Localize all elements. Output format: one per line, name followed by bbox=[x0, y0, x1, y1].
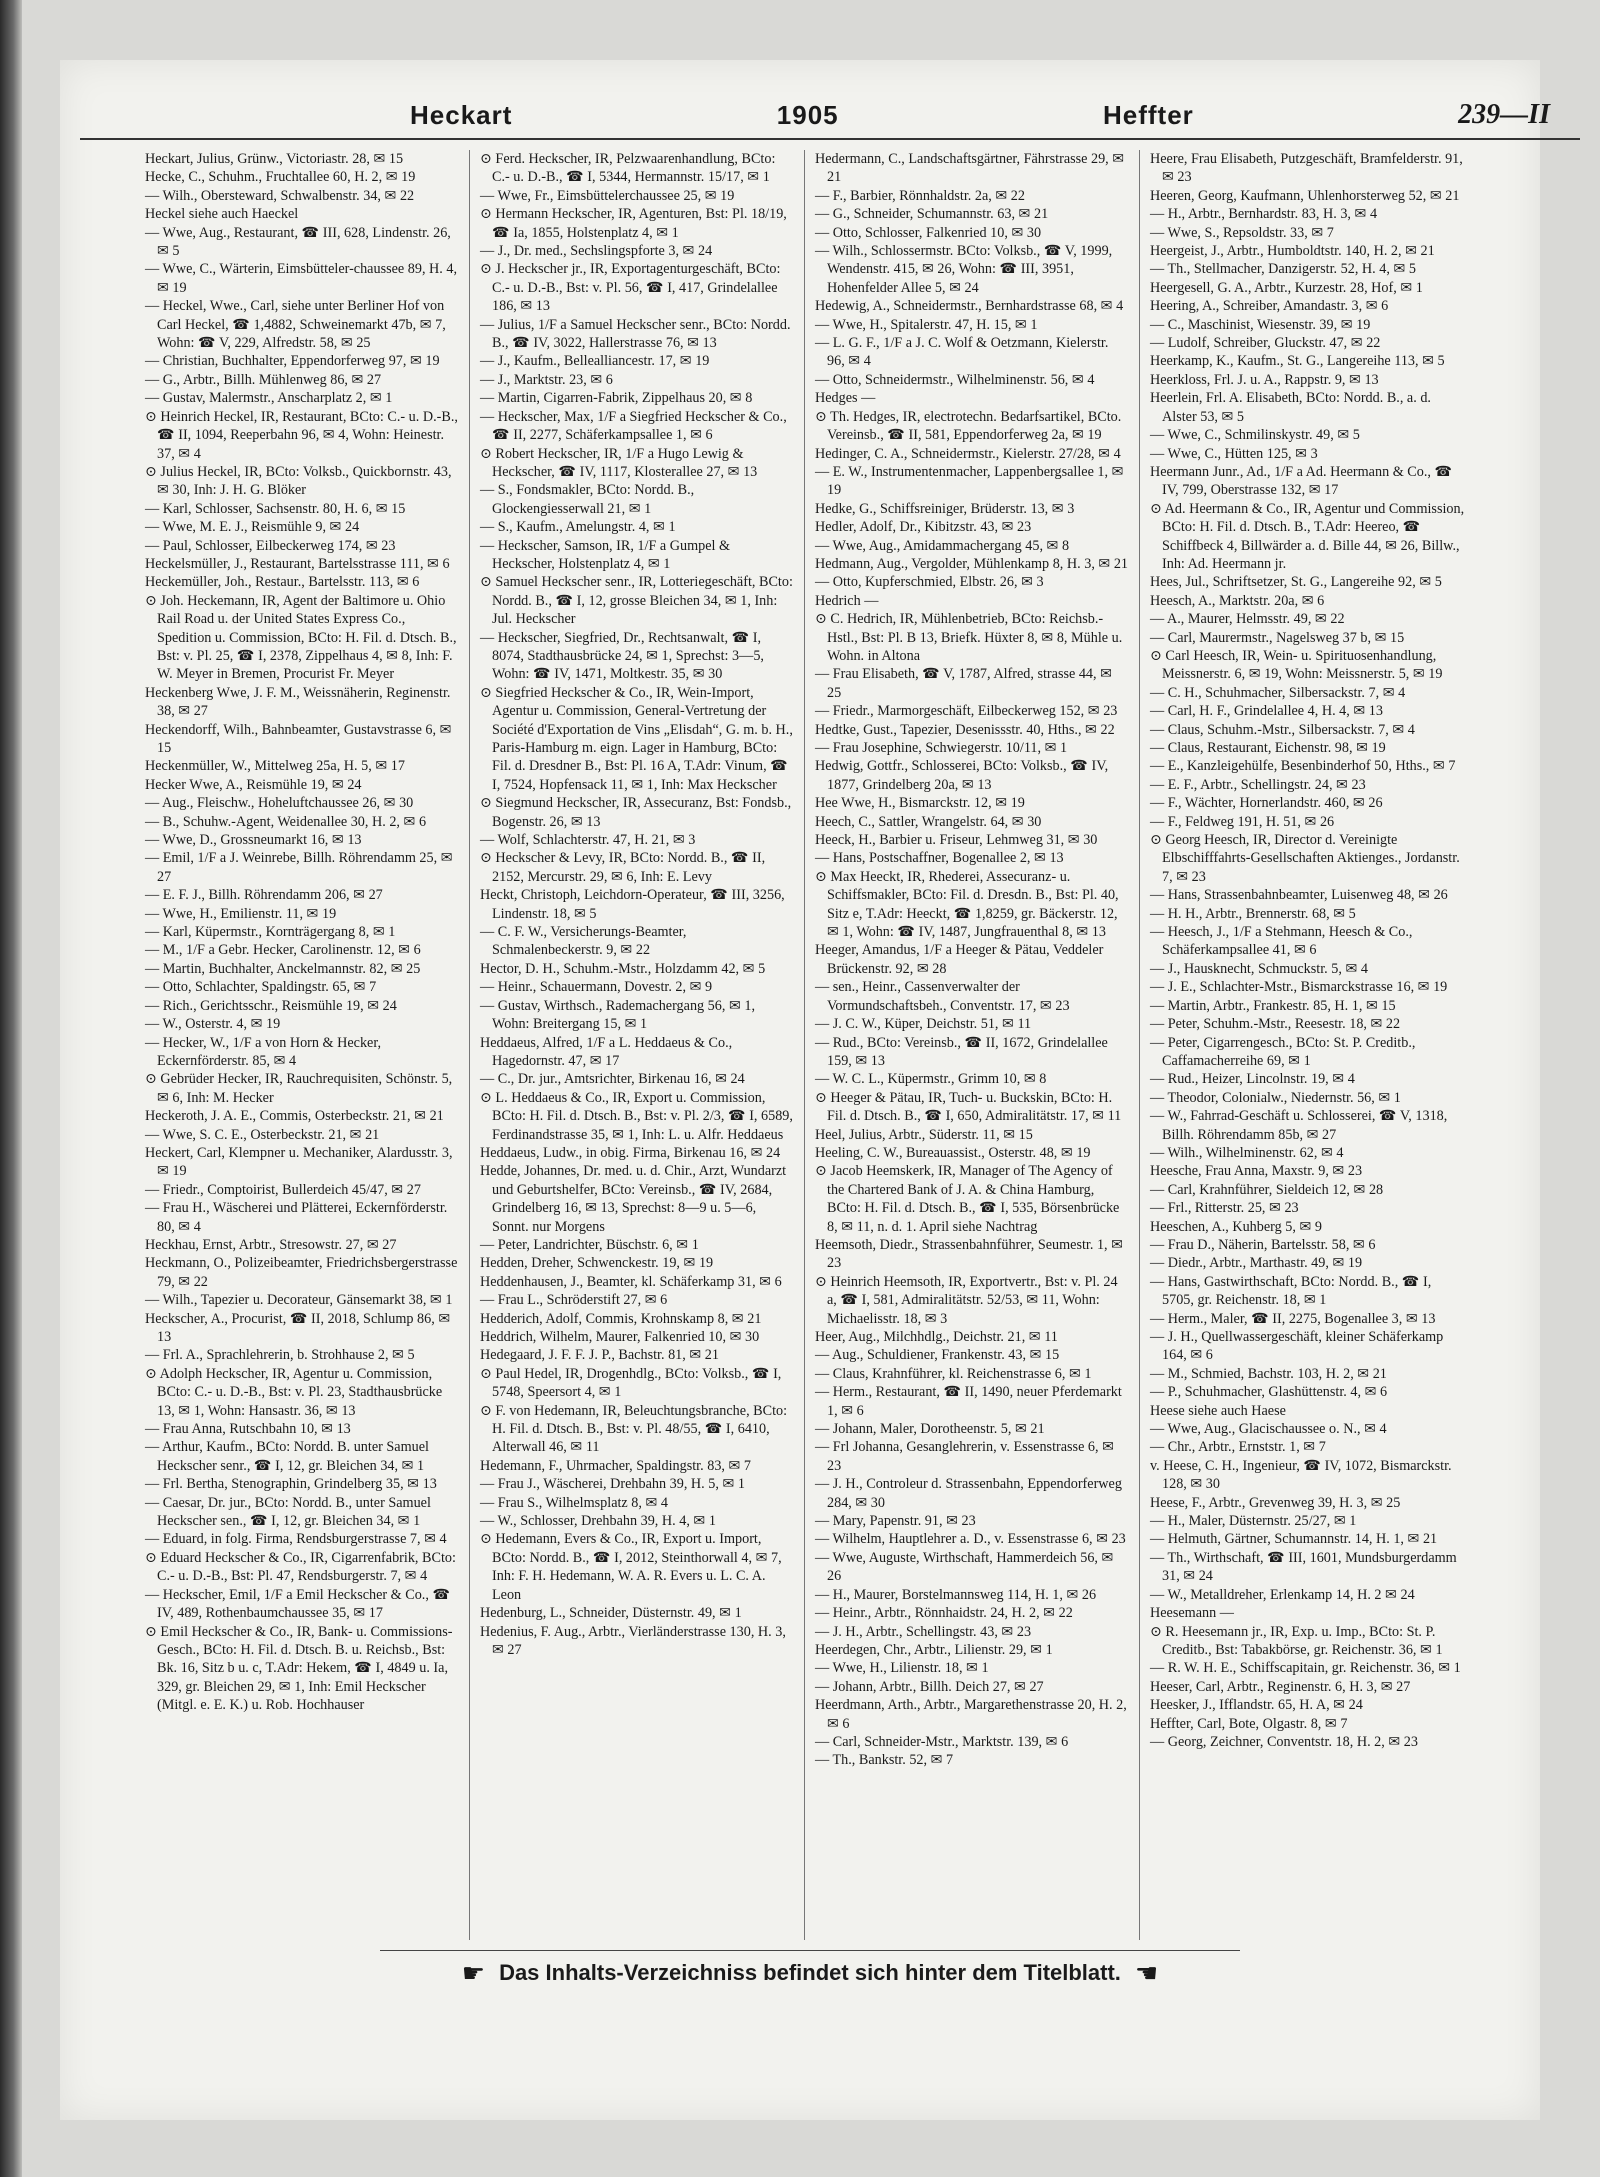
directory-entry: — Frau Josephine, Schwiegerstr. 10/11, ✉ 1 bbox=[815, 740, 1068, 756]
directory-entry: — Wwe, Fr., Eimsbüttelerchaussee 25, ✉ 19 bbox=[480, 187, 735, 204]
directory-entry: Heese siehe auch Haese bbox=[1150, 1402, 1286, 1419]
directory-entry: Heckelsmüller, J., Restaurant, Bartelsstrasse 111, ✉ 6 bbox=[145, 555, 450, 572]
directory-entry: Heerdmann, Arth., Arbtr., Margarethenstrasse 20, H. 2, ✉ 6 bbox=[815, 1697, 1127, 1732]
directory-entry: — Wwe, C., Wärterin, Eimsbütteler-chaussee 89, H. 4, ✉ 19 bbox=[145, 261, 458, 296]
directory-entry: ⊙ Samuel Heckscher senr., IR, Lotteriegeschäft, BCto: Nordd. B., ☎ I, 12, grosse Bleichen 34, ✉ 1, Inh: Jul. Heckscher bbox=[480, 574, 793, 628]
header-first-name: Heckart bbox=[410, 99, 513, 130]
directory-entry: — C., Dr. jur., Amtsrichter, Birkenau 16, ✉ 24 bbox=[480, 1071, 745, 1088]
directory-entry: ⊙ Ad. Heermann & Co., IR, Agentur und Commission, BCto: H. Fil. d. Dtsch. B., T.Adr: Heereo, ☎ Schiffbeck 4, Billwärder a. d. Bille 44, ✉ 26, Billw., Inh: Ad. Heermann jr. bbox=[1150, 500, 1465, 572]
directory-entry: — Johann, Arbtr., Billh. Deich 27, ✉ 27 bbox=[815, 1678, 1044, 1695]
directory-entry: Heesemann — bbox=[1150, 1605, 1234, 1622]
directory-entry: — Rud., BCto: Vereinsb., ☎ II, 1672, Grindelallee 159, ✉ 13 bbox=[815, 1034, 1108, 1069]
directory-entry: — Rich., Gerichtsschr., Reismühle 19, ✉ 24 bbox=[145, 997, 397, 1014]
directory-entry: — Heinr., Schauermann, Dovestr. 2, ✉ 9 bbox=[480, 979, 713, 996]
directory-entry: — Wilh., Tapezier u. Decorateur, Gänsemarkt 38, ✉ 1 bbox=[145, 1292, 453, 1309]
directory-entry: — Friedr., Comptoirist, Bullerdeich 45/47, ✉ 27 bbox=[145, 1181, 421, 1198]
directory-entry: — Aug., Fleischw., Hoheluftchaussee 26, ✉ 30 bbox=[145, 795, 414, 812]
directory-entry: Heffter, Carl, Bote, Olgastr. 8, ✉ 7 bbox=[1150, 1715, 1348, 1732]
directory-entry: Heckart, Julius, Grünw., Victoriastr. 28, ✉ 15 bbox=[145, 151, 404, 167]
directory-entry: — Karl, Küpermstr., Kornträgergang 8, ✉ 1 bbox=[145, 924, 396, 941]
directory-entry: — Caesar, Dr. jur., BCto: Nordd. B., unter Samuel Heckscher sen., ☎ I, 12, gr. Bleichen 34, ✉ 1 bbox=[145, 1494, 431, 1530]
column-4 bbox=[1140, 150, 1475, 1940]
directory-entry: — Wilh., Obersteward, Schwalbenstr. 34, ✉ 22 bbox=[145, 187, 415, 204]
directory-entry: — Frau Elisabeth, ☎ V, 1787, Alfred, strasse 44, ✉ 25 bbox=[815, 666, 1112, 701]
directory-entry: — Otto, Schlosser, Falkenried 10, ✉ 30 bbox=[815, 224, 1042, 241]
directory-entry: ⊙ Joh. Heckemann, IR, Agent der Baltimore u. Ohio Rail Road u. der United States Express Co., Spedition u. Commission, BCto: H. Fil. d. Dtsch. B., Bst: v. Pl. 25, ☎ I, 2378, Zippelhaus 4, ✉ 8, Inh: F. W. Meyer in Bremen, Procurist Fr. Meyer bbox=[145, 592, 457, 683]
directory-entry: — W., Schlosser, Drehbahn 39, H. 4, ✉ 1 bbox=[480, 1513, 716, 1530]
directory-entry: — Friedr., Marmorgeschäft, Eilbeckerweg 152, ✉ 23 bbox=[815, 703, 1118, 720]
directory-entry: — Frau J., Wäscherei, Drehbahn 39, H. 5, ✉ 1 bbox=[480, 1476, 745, 1493]
directory-entry: Heeling, C. W., Bureauassist., Osterstr. 48, ✉ 19 bbox=[815, 1144, 1091, 1161]
directory-entry: Heese, F., Arbtr., Grevenweg 39, H. 3, ✉ 25 bbox=[1150, 1494, 1401, 1511]
directory-entry: — F., Wächter, Hornerlandstr. 460, ✉ 26 bbox=[1150, 795, 1383, 812]
directory-entry: Heckmann, O., Polizeibeamter, Friedrichsbergerstrasse 79, ✉ 22 bbox=[145, 1255, 458, 1290]
directory-entry: — Wwe, H., Spitalerstr. 47, H. 15, ✉ 1 bbox=[815, 316, 1038, 333]
directory-entry: Heerlein, Frl. A. Elisabeth, BCto: Nordd. B., a. d. Alster 53, ✉ 5 bbox=[1150, 390, 1431, 425]
directory-entry: — H., Maurer, Borstelmannsweg 114, H. 1, ✉ 26 bbox=[815, 1586, 1097, 1603]
directory-entry: Hecke, C., Schuhm., Fruchtallee 60, H. 2, ✉ 19 bbox=[145, 169, 416, 186]
directory-entry: Hedrich — bbox=[815, 592, 879, 609]
header-last-name: Heffter bbox=[1103, 99, 1194, 130]
directory-entry: — Hans, Postschaffner, Bogenallee 2, ✉ 13 bbox=[815, 850, 1064, 867]
directory-entry: Hedler, Adolf, Dr., Kibitzstr. 43, ✉ 23 bbox=[815, 519, 1032, 536]
directory-entry: Hedemann, F., Uhrmacher, Spaldingstr. 83, ✉ 7 bbox=[480, 1457, 752, 1474]
directory-entry: ⊙ Robert Heckscher, IR, 1/F a Hugo Lewig & Heckscher, ☎ IV, 1117, Klosterallee 27, ✉ 13 bbox=[480, 445, 758, 480]
directory-entry: ⊙ Gebrüder Hecker, IR, Rauchrequisiten, Schönstr. 5, ✉ 6, Inh: M. Hecker bbox=[145, 1071, 453, 1106]
directory-entry: — Hans, Gastwirthschaft, BCto: Nordd. B., ☎ I, 5705, gr. Reichenstr. 18, ✉ 1 bbox=[1150, 1273, 1432, 1309]
directory-entry: — E., Kanzleigehülfe, Besenbinderhof 50, Hths., ✉ 7 bbox=[1150, 758, 1456, 775]
directory-entry: — Wwe, S. C. E., Osterbeckstr. 21, ✉ 21 bbox=[145, 1126, 380, 1143]
directory-entry: Heckenmüller, W., Mittelweg 25a, H. 5, ✉ 17 bbox=[145, 758, 405, 775]
directory-entry: — C. H., Schuhmacher, Silbersackstr. 7, ✉ 4 bbox=[1150, 684, 1406, 701]
directory-entry: ⊙ Emil Heckscher & Co., IR, Bank- u. Commissions-Gesch., BCto: H. Fil. d. Dtsch. B. u. Reichsb., Bst: Bk. 16, Sitz b u. c, T.Adr: Hekem, ☎ I, 4849 u. Ia, 329, gr. Bleichen 29, ✉ 1, Inh: Emil Heckscher (Mitgl. e. E. K.) u. Rob. Hochhauser bbox=[145, 1623, 453, 1714]
directory-entry: — Chr., Arbtr., Ernststr. 1, ✉ 7 bbox=[1150, 1439, 1326, 1456]
directory-entry: — M., Schmied, Bachstr. 103, H. 2, ✉ 21 bbox=[1150, 1365, 1387, 1382]
directory-entry: — Wwe, H., Lilienstr. 18, ✉ 1 bbox=[815, 1660, 989, 1677]
directory-entry: Heermann Junr., Ad., 1/F a Ad. Heermann & Co., ☎ IV, 799, Oberstrasse 132, ✉ 17 bbox=[1150, 463, 1453, 499]
directory-entry: — J. C. W., Küper, Deichstr. 51, ✉ 11 bbox=[815, 1016, 1032, 1033]
directory-entry: ⊙ Ferd. Heckscher, IR, Pelzwaarenhandlung, BCto: C.- u. D.-B., ☎ I, 5344, Hermannstr. 15/17, ✉ 1 bbox=[480, 151, 776, 186]
directory-entry: Heddenhausen, J., Beamter, kl. Schäferkamp 31, ✉ 6 bbox=[480, 1273, 782, 1290]
directory-entry: — J. E., Schlachter-Mstr., Bismarckstrasse 16, ✉ 19 bbox=[1150, 979, 1448, 996]
directory-columns bbox=[135, 150, 1475, 1940]
footer-text: Das Inhalts-Verzeichniss befindet sich hinter dem Titelblatt. bbox=[499, 1960, 1121, 1985]
directory-entry: Heeck, H., Barbier u. Friseur, Lehmweg 31, ✉ 30 bbox=[815, 832, 1098, 849]
directory-entry: — C. F. W., Versicherungs-Beamter, Schmalenbeckerstr. 9, ✉ 22 bbox=[480, 924, 687, 959]
column-1 bbox=[135, 150, 470, 1940]
directory-entry: Heesch, A., Marktstr. 20a, ✉ 6 bbox=[1150, 592, 1325, 609]
directory-entry: — Johann, Maler, Dorotheenstr. 5, ✉ 21 bbox=[815, 1421, 1045, 1438]
footer-notice bbox=[380, 1950, 1240, 1995]
directory-entry: — Th., Bankstr. 52, ✉ 7 bbox=[815, 1752, 954, 1769]
directory-entry: — Wwe, C., Hütten 125, ✉ 3 bbox=[1150, 445, 1318, 462]
directory-entry: ⊙ Eduard Heckscher & Co., IR, Cigarrenfabrik, BCto: C.- u. D.-B., Bst: Pl. 47, Rendsburgerstr. 7, ✉ 4 bbox=[145, 1549, 456, 1585]
directory-entry: ⊙ F. von Hedemann, IR, Beleuchtungsbranche, BCto: H. Fil. d. Dtsch. B., Bst: v. Pl. 48/55, ☎ I, 6410, Alterwall 46, ✉ 11 bbox=[480, 1402, 788, 1456]
directory-entry: — Wilhelm, Hauptlehrer a. D., v. Essenstrasse 6, ✉ 23 bbox=[815, 1531, 1126, 1548]
directory-entry: — Claus, Restaurant, Eichenstr. 98, ✉ 19 bbox=[1150, 740, 1386, 756]
directory-entry: Heerdegen, Chr., Arbtr., Lilienstr. 29, ✉ 1 bbox=[815, 1641, 1053, 1658]
directory-entry: — Wwe, D., Grossneumarkt 16, ✉ 13 bbox=[145, 832, 362, 849]
directory-entry: — Frau D., Näherin, Bartelsstr. 58, ✉ 6 bbox=[1150, 1236, 1376, 1253]
directory-entry: — Th., Wirthschaft, ☎ III, 1601, Mundsburgerdamm 31, ✉ 24 bbox=[1150, 1549, 1457, 1585]
directory-entry: Hee Wwe, H., Bismarckstr. 12, ✉ 19 bbox=[815, 795, 1025, 812]
directory-entry: — Hecker, W., 1/F a von Horn & Hecker, Eckernförderstr. 85, ✉ 4 bbox=[145, 1034, 382, 1069]
directory-entry: — Arthur, Kaufm., BCto: Nordd. B. unter Samuel Heckscher senr., ☎ I, 12, gr. Bleichen 34, ✉ 1 bbox=[145, 1439, 429, 1474]
directory-entry: — J., Kaufm., Bellealliancestr. 17, ✉ 19 bbox=[480, 353, 710, 370]
directory-entry: ⊙ Hedemann, Evers & Co., IR, Export u. Import, BCto: Nordd. B., ☎ I, 2012, Steinthorwall 4, ✉ 7, Inh: F. H. Hedemann, W. A. R. Evers u. L. C. A. Leon bbox=[480, 1531, 782, 1603]
directory-entry: — Carl, Schneider-Mstr., Marktstr. 139, ✉ 6 bbox=[815, 1733, 1069, 1750]
directory-entry: — Frau S., Wilhelmsplatz 8, ✉ 4 bbox=[480, 1494, 668, 1511]
directory-entry: Hedewig, A., Schneidermstr., Bernhardstrasse 68, ✉ 4 bbox=[815, 298, 1124, 315]
directory-entry: — B., Schuhw.-Agent, Weidenallee 30, H. 2, ✉ 6 bbox=[145, 813, 427, 830]
directory-entry: — S., Fondsmakler, BCto: Nordd. B., Glockengiesserwall 21, ✉ 1 bbox=[480, 482, 695, 517]
directory-entry: — Diedr., Arbtr., Marthastr. 49, ✉ 19 bbox=[1150, 1255, 1363, 1272]
directory-entry: — Wwe, Aug., Restaurant, ☎ III, 628, Lindenstr. 26, ✉ 5 bbox=[145, 224, 451, 260]
pointing-hand-left-icon: ☛ bbox=[461, 1957, 486, 1988]
directory-entry: Heckert, Carl, Klempner u. Mechaniker, Alardusstr. 3, ✉ 19 bbox=[145, 1144, 453, 1180]
directory-entry: Hedges — bbox=[815, 390, 876, 407]
directory-entry: — Carl, H. F., Grindelallee 4, H. 4, ✉ 13 bbox=[1150, 703, 1383, 720]
page-number: 239—II bbox=[1458, 99, 1550, 130]
directory-entry: — Martin, Buchhalter, Anckelmannstr. 82, ✉ 25 bbox=[145, 960, 421, 977]
directory-entry: — Martin, Arbtr., Frankestr. 85, H. 1, ✉ 15 bbox=[1150, 997, 1396, 1014]
directory-entry: — Julius, 1/F a Samuel Heckscher senr., BCto: Nordd. B., ☎ IV, 3022, Hallerstrasse 76, ✉ 13 bbox=[480, 316, 791, 352]
directory-entry: — W., Metalldreher, Erlenkamp 14, H. 2 ✉ 24 bbox=[1150, 1586, 1415, 1603]
directory-entry: ⊙ Julius Heckel, IR, BCto: Volksb., Quickbornstr. 43, ✉ 30, Inh: J. H. G. Blöker bbox=[145, 463, 452, 499]
directory-entry: — Heckscher, Max, 1/F a Siegfried Heckscher & Co., ☎ II, 2277, Schäferkampsallee 1, ✉ 6 bbox=[480, 408, 787, 444]
directory-entry: — Wwe, S., Repsoldstr. 33, ✉ 7 bbox=[1150, 224, 1334, 241]
directory-entry: — Th., Stellmacher, Danzigerstr. 52, H. 4, ✉ 5 bbox=[1150, 261, 1416, 278]
directory-entry: — sen., Heinr., Cassenverwalter der Vormundschaftsbeh., Conventstr. 17, ✉ 23 bbox=[815, 979, 1070, 1014]
header-year: 1905 bbox=[776, 99, 839, 130]
directory-entry: Hector, D. H., Schuhm.-Mstr., Holzdamm 42, ✉ 5 bbox=[480, 960, 766, 977]
directory-entry: — Peter, Landrichter, Büschstr. 6, ✉ 1 bbox=[480, 1236, 699, 1253]
directory-entry: — Carl, Krahnführer, Sieldeich 12, ✉ 28 bbox=[1150, 1181, 1384, 1198]
directory-entry: — G., Arbtr., Billh. Mühlenweg 86, ✉ 27 bbox=[145, 371, 382, 388]
directory-entry: — Wwe, C., Schmilinskystr. 49, ✉ 5 bbox=[1150, 427, 1360, 444]
directory-entry: — Heckel, Wwe., Carl, siehe unter Berliner Hof von Carl Heckel, ☎ 1,4882, Schweinemarkt 47b, ✉ 7, Wohn: ☎ V, 229, Alfredstr. 58, ✉ 25 bbox=[145, 298, 446, 352]
directory-entry: Heckscher, A., Procurist, ☎ II, 2018, Schlump 86, ✉ 13 bbox=[145, 1310, 451, 1345]
directory-entry: — Peter, Schuhm.-Mstr., Reesestr. 18, ✉ 22 bbox=[1150, 1016, 1401, 1033]
directory-entry: ⊙ L. Heddaeus & Co., IR, Export u. Commission, BCto: H. Fil. d. Dtsch. B., Bst: v. Pl. 2/3, ☎ I, 6589, Ferdinandstrasse 35, ✉ 1, Inh: L. u. Alfr. Heddaeus bbox=[480, 1089, 793, 1143]
directory-entry: — Wwe, Aug., Amidammachergang 45, ✉ 8 bbox=[815, 537, 1070, 554]
directory-entry: Heeser, Carl, Arbtr., Reginenstr. 6, H. 3, ✉ 27 bbox=[1150, 1678, 1411, 1695]
directory-entry: ⊙ Adolph Heckscher, IR, Agentur u. Commission, BCto: C.- u. D.-B., Bst: v. Pl. 23, Stadthausbrücke 13, ✉ 1, Wohn: Hansastr. 36, ✉ 13 bbox=[145, 1365, 443, 1419]
directory-entry: Hedwig, Gottfr., Schlosserei, BCto: Volksb., ☎ IV, 1877, Grindelberg 20a, ✉ 13 bbox=[815, 758, 1109, 793]
directory-entry: Hedde, Johannes, Dr. med. u. d. Chir., Arzt, Wundarzt und Geburtshelfer, BCto: Vereinsb., ☎ IV, 2684, Grindelberg 16, ✉ 13, Sprechst: 8—9 u. 5—6, Sonnt. nur Morgens bbox=[480, 1163, 787, 1235]
directory-entry: Hecker Wwe, A., Reismühle 19, ✉ 24 bbox=[145, 776, 362, 793]
directory-entry: — Heesch, J., 1/F a Stehmann, Heesch & Co., Schäferkampsallee 41, ✉ 6 bbox=[1150, 924, 1413, 959]
directory-entry: Heere, Frau Elisabeth, Putzgeschäft, Bramfelderstr. 91, ✉ 23 bbox=[1150, 151, 1463, 186]
directory-entry: — H., Maler, Düsternstr. 25/27, ✉ 1 bbox=[1150, 1513, 1357, 1530]
column-3 bbox=[805, 150, 1140, 1940]
directory-entry: — L. G. F., 1/F a J. C. Wolf & Oetzmann, Kielerstr. 96, ✉ 4 bbox=[815, 335, 1109, 370]
directory-entry: — Herm., Maler, ☎ II, 2275, Bogenallee 3, ✉ 13 bbox=[1150, 1310, 1436, 1327]
directory-entry: — J. H., Arbtr., Schellingstr. 43, ✉ 23 bbox=[815, 1623, 1032, 1640]
directory-entry: — E. F. J., Billh. Röhrendamm 206, ✉ 27 bbox=[145, 887, 383, 904]
directory-entry: Heesker, J., Ifflandstr. 65, H. A, ✉ 24 bbox=[1150, 1697, 1363, 1714]
directory-entry: — Heckscher, Siegfried, Dr., Rechtsanwalt, ☎ I, 8074, Stadthausbrücke 24, ✉ 1, Sprechst: 3—5, Wohn: ☎ IV, 1471, Moltkestr. 35, ✉ 30 bbox=[480, 629, 764, 683]
directory-entry: — H. H., Arbtr., Brennerstr. 68, ✉ 5 bbox=[1150, 905, 1356, 922]
pointing-hand-right-icon: ☚ bbox=[1134, 1957, 1159, 1988]
directory-entry: — Otto, Kupferschmied, Elbstr. 26, ✉ 3 bbox=[815, 574, 1044, 591]
directory-entry: — W., Osterstr. 4, ✉ 19 bbox=[145, 1016, 281, 1033]
directory-entry: — Herm., Restaurant, ☎ II, 1490, neuer Pferdemarkt 1, ✉ 6 bbox=[815, 1384, 1122, 1419]
directory-entry: Heemsoth, Diedr., Strassenbahnführer, Seumestr. 1, ✉ 23 bbox=[815, 1236, 1124, 1272]
directory-entry: Heergeist, J., Arbtr., Humboldtstr. 140, H. 2, ✉ 21 bbox=[1150, 243, 1435, 260]
directory-entry: ⊙ Hermann Heckscher, IR, Agenturen, Bst: Pl. 18/19, ☎ Ia, 1855, Holstenplatz 4, ✉ 1 bbox=[480, 206, 787, 241]
directory-entry: Heering, A., Schreiber, Amandastr. 3, ✉ 6 bbox=[1150, 298, 1389, 315]
directory-entry: — Paul, Schlosser, Eilbeckerweg 174, ✉ 23 bbox=[145, 537, 396, 554]
directory-entry: ⊙ Siegfried Heckscher & Co., IR, Wein-Import, Agentur u. Commission, General-Vertretung der Société d'Exportation de Vins „Elisdah“, G. m. b. H., Paris-Hamburg m. eign. Lager in Hamburg, BCto: Fil. d. Dresdner B., Bst: Pl. 16 A, T.Adr: Vinum, ☎ I, 7524, Hopfensack 11, ✉ 1, Inh: Max Heckscher bbox=[480, 684, 793, 793]
directory-entry: — Claus, Schuhm.-Mstr., Silbersackstr. 7, ✉ 4 bbox=[1150, 721, 1415, 738]
directory-entry: Heddaeus, Alfred, 1/F a L. Heddaeus & Co., Hagedornstr. 47, ✉ 17 bbox=[480, 1034, 733, 1069]
directory-entry: — R. W. H. E., Schiffscapitain, gr. Reichenstr. 36, ✉ 1 bbox=[1150, 1660, 1461, 1677]
directory-entry: Heer, Aug., Milchhdlg., Deichstr. 21, ✉ 11 bbox=[815, 1329, 1058, 1345]
column-2 bbox=[470, 150, 805, 1940]
directory-entry: Hedden, Dreher, Schwenckestr. 19, ✉ 19 bbox=[480, 1255, 714, 1272]
directory-entry: ⊙ R. Heesemann jr., IR, Exp. u. Imp., BCto: St. P. Creditb., Bst: Tabakbörse, gr. Reichenstr. 36, ✉ 1 bbox=[1150, 1623, 1443, 1658]
directory-entry: ⊙ Carl Heesch, IR, Wein- u. Spirituosenhandlung, Meissnerstr. 6, ✉ 19, Wohn: Meissnerstr. 5, ✉ 19 bbox=[1150, 647, 1443, 683]
directory-entry: ⊙ Paul Hedel, IR, Drogenhdlg., BCto: Volksb., ☎ I, 5748, Speersort 4, ✉ 1 bbox=[480, 1365, 782, 1401]
directory-entry: — Claus, Krahnführer, kl. Reichenstrasse 6, ✉ 1 bbox=[815, 1365, 1092, 1382]
directory-entry: — Gustav, Malermstr., Anscharplatz 2, ✉ 1 bbox=[145, 390, 393, 407]
directory-entry: — Wolf, Schlachterstr. 47, H. 21, ✉ 3 bbox=[480, 832, 696, 849]
directory-entry: — S., Kaufm., Amelungstr. 4, ✉ 1 bbox=[480, 519, 676, 536]
directory-entry: — Frl. Bertha, Stenographin, Grindelberg 35, ✉ 13 bbox=[145, 1476, 437, 1493]
directory-entry: ⊙ J. Heckscher jr., IR, Exportagenturgeschäft, BCto: C.- u. D.-B., Bst: v. Pl. 56, ☎ I, 417, Grindelallee 186, ✉ 13 bbox=[480, 261, 781, 315]
directory-entry: — Wwe, M. E. J., Reismühle 9, ✉ 24 bbox=[145, 519, 360, 536]
directory-entry: — F., Barbier, Rönnhaldstr. 2a, ✉ 22 bbox=[815, 187, 1025, 204]
directory-entry: ⊙ Max Heeckt, IR, Rhederei, Assecuranz- u. Schiffsmakler, BCto: Fil. d. Dresdn. B., Bst: Pl. 40, Sitz e, T.Adr: Heeckt, ☎ 1,8259, gr. Bäckerstr. 12, ✉ 1, Wohn: ☎ IV, 1487, Jungfrauenthal 8, ✉ 13 bbox=[815, 868, 1119, 941]
directory-entry: — Frau Anna, Rutschbahn 10, ✉ 13 bbox=[145, 1421, 351, 1438]
directory-entry: Heel, Julius, Arbtr., Süderstr. 11, ✉ 15 bbox=[815, 1126, 1033, 1143]
directory-entry: — P., Schuhmacher, Glashüttenstr. 4, ✉ 6 bbox=[1150, 1384, 1388, 1401]
scan-binding-edge bbox=[0, 0, 22, 2177]
directory-entry: ⊙ Jacob Heemskerk, IR, Manager of The Agency of the Chartered Bank of J. A. & China Hamburg, BCto: H. Fil. d. Dtsch. B., ☎ I, 535, Börsenbrücke 8, ✉ 11, n. d. 1. April siehe Nachtrag bbox=[815, 1163, 1120, 1235]
directory-entry: Heckeroth, J. A. E., Commis, Osterbeckstr. 21, ✉ 21 bbox=[145, 1108, 444, 1125]
directory-entry: — Peter, Cigarrengesch., BCto: St. P. Creditb., Caffamacherreihe 69, ✉ 1 bbox=[1150, 1034, 1416, 1069]
directory-entry: — J. H., Quellwassergeschäft, kleiner Schäferkamp 164, ✉ 6 bbox=[1150, 1329, 1444, 1364]
directory-entry: — H., Arbtr., Bernhardstr. 83, H. 3, ✉ 4 bbox=[1150, 206, 1378, 223]
directory-entry: Heckemüller, Joh., Restaur., Bartelsstr. 113, ✉ 6 bbox=[145, 574, 420, 591]
directory-entry: — Aug., Schuldiener, Frankenstr. 43, ✉ 15 bbox=[815, 1347, 1060, 1364]
directory-entry: Hedenius, F. Aug., Arbtr., Vierländerstrasse 130, H. 3, ✉ 27 bbox=[480, 1623, 786, 1658]
directory-entry: v. Heese, C. H., Ingenieur, ☎ IV, 1072, Bismarckstr. 128, ✉ 30 bbox=[1150, 1457, 1452, 1493]
directory-entry: Hedmann, Aug., Vergolder, Mühlenkamp 8, H. 3, ✉ 21 bbox=[815, 555, 1129, 572]
directory-entry: Hedderich, Adolf, Commis, Krohnskamp 8, ✉ 21 bbox=[480, 1310, 762, 1327]
directory-entry: — E. W., Instrumentenmacher, Lappenbergsallee 1, ✉ 19 bbox=[815, 463, 1124, 499]
directory-entry: — Wilh., Schlossermstr. BCto: Volksb., ☎ V, 1999, Wendenstr. 415, ✉ 26, Wohn: ☎ III, 3951, Hohenfelder Allee 5, ✉ 24 bbox=[815, 243, 1113, 296]
directory-entry: Hees, Jul., Schriftsetzer, St. G., Langereihe 92, ✉ 5 bbox=[1150, 574, 1442, 591]
directory-entry: Heech, C., Sattler, Wrangelstr. 64, ✉ 30 bbox=[815, 813, 1042, 830]
directory-entry: — A., Maurer, Helmsstr. 49, ✉ 22 bbox=[1150, 611, 1345, 628]
directory-entry: Hedenburg, L., Schneider, Düsternstr. 49, ✉ 1 bbox=[480, 1605, 742, 1622]
directory-entry: ⊙ Heinrich Heckel, IR, Restaurant, BCto: C.- u. D.-B., ☎ II, 1094, Reeperbahn 96, ✉ 4, Wohn: Heinestr. 37, ✉ 4 bbox=[145, 408, 458, 462]
directory-entry: Heeschen, A., Kuhberg 5, ✉ 9 bbox=[1150, 1218, 1322, 1235]
directory-entry: — Martin, Cigarren-Fabrik, Zippelhaus 20, ✉ 8 bbox=[480, 390, 753, 407]
directory-entry: — E. F., Arbtr., Schellingstr. 24, ✉ 23 bbox=[1150, 776, 1366, 793]
directory-entry: Hedinger, C. A., Schneidermstr., Kielerstr. 27/28, ✉ 4 bbox=[815, 445, 1121, 462]
directory-entry: — Eduard, in folg. Firma, Rendsburgerstrasse 7, ✉ 4 bbox=[145, 1531, 447, 1548]
directory-entry: — M., 1/F a Gebr. Hecker, Carolinenstr. 12, ✉ 6 bbox=[145, 942, 421, 959]
directory-entry: — Karl, Schlosser, Sachsenstr. 80, H. 6, ✉ 15 bbox=[145, 500, 406, 517]
directory-entry: Heeren, Georg, Kaufmann, Uhlenhorsterweg 52, ✉ 21 bbox=[1150, 187, 1460, 204]
directory-entry: — W. C. L., Küpermstr., Grimm 10, ✉ 8 bbox=[815, 1071, 1047, 1088]
directory-entry: — F., Feldweg 191, H. 51, ✉ 26 bbox=[1150, 813, 1335, 830]
directory-entry: — Helmuth, Gärtner, Schumannstr. 14, H. 1, ✉ 21 bbox=[1150, 1531, 1438, 1548]
directory-entry: Hedermann, C., Landschaftsgärtner, Fährstrasse 29, ✉ 21 bbox=[815, 151, 1125, 186]
directory-entry: ⊙ Heeger & Pätau, IR, Tuch- u. Buckskin, BCto: H. Fil. d. Dtsch. B., ☎ I, 650, Admiralitätstr. 17, ✉ 11 bbox=[815, 1089, 1122, 1125]
directory-entry: — Hans, Strassenbahnbeamter, Luisenweg 48, ✉ 26 bbox=[1150, 887, 1448, 904]
directory-entry: Heckendorff, Wilh., Bahnbeamter, Gustavstrasse 6, ✉ 15 bbox=[145, 721, 452, 756]
directory-entry: — Mary, Papenstr. 91, ✉ 23 bbox=[815, 1513, 976, 1530]
directory-entry: Heckel siehe auch Haeckel bbox=[145, 206, 299, 223]
directory-entry: — W., Fahrrad-Geschäft u. Schlosserei, ☎ V, 1318, Billh. Röhrendamm 85b, ✉ 27 bbox=[1150, 1108, 1448, 1143]
directory-entry: — Otto, Schneidermstr., Wilhelminenstr. 56, ✉ 4 bbox=[815, 371, 1095, 388]
directory-entry: Heeger, Amandus, 1/F a Heeger & Pätau, Veddeler Brückenstr. 92, ✉ 28 bbox=[815, 942, 1104, 977]
directory-entry: — Frau H., Wäscherei und Plätterei, Eckernförderstr. 80, ✉ 4 bbox=[145, 1200, 448, 1235]
directory-entry: — Wwe, H., Emilienstr. 11, ✉ 19 bbox=[145, 905, 337, 922]
directory-entry: — Ludolf, Schreiber, Gluckstr. 47, ✉ 22 bbox=[1150, 335, 1381, 352]
directory-entry: Hedke, G., Schiffsreiniger, Brüderstr. 13, ✉ 3 bbox=[815, 500, 1075, 517]
directory-entry: — Rud., Heizer, Lincolnstr. 19, ✉ 4 bbox=[1150, 1071, 1355, 1088]
directory-entry: Heddrich, Wilhelm, Maurer, Falkenried 10, ✉ 30 bbox=[480, 1329, 760, 1345]
directory-entry: — J., Hausknecht, Schmuckstr. 5, ✉ 4 bbox=[1150, 960, 1368, 977]
directory-entry: — Frau L., Schröderstift 27, ✉ 6 bbox=[480, 1292, 668, 1309]
directory-entry: — Wwe, Aug., Glacischaussee o. N., ✉ 4 bbox=[1150, 1421, 1387, 1438]
directory-entry: Heckt, Christoph, Leichdorn-Operateur, ☎ III, 3256, Lindenstr. 18, ✉ 5 bbox=[480, 887, 785, 922]
directory-entry: ⊙ C. Hedrich, IR, Mühlenbetrieb, BCto: Reichsb.-Hstl., Bst: Pl. B 13, Briefk. Hüxter 8, ✉ 8, Mühle u. Wohn. in Altona bbox=[815, 611, 1123, 664]
directory-entry: Hedegaard, J. F. F. J. P., Bachstr. 81, ✉ 21 bbox=[480, 1347, 719, 1364]
directory-entry: — Gustav, Wirthsch., Rademachergang 56, ✉ 1, Wohn: Breitergang 15, ✉ 1 bbox=[480, 997, 756, 1033]
directory-entry: ⊙ Heinrich Heemsoth, IR, Exportvertr., Bst: v. Pl. 24 a, ☎ I, 581, Admiralitätstr. 52/53, ✉ 11, Wohn: Michaelisstr. 18, ✉ 3 bbox=[815, 1273, 1118, 1327]
directory-entry: — Heinr., Arbtr., Rönnhaidstr. 24, H. 2, ✉ 22 bbox=[815, 1605, 1073, 1622]
directory-entry: Hedtke, Gust., Tapezier, Desenissstr. 40, Hths., ✉ 22 bbox=[815, 721, 1115, 738]
directory-entry: Heergesell, G. A., Arbtr., Kurzestr. 28, Hof, ✉ 1 bbox=[1150, 279, 1423, 296]
directory-entry: Heckhau, Ernst, Arbtr., Stresowstr. 27, ✉ 27 bbox=[145, 1236, 397, 1253]
directory-entry: — C., Maschinist, Wiesenstr. 39, ✉ 19 bbox=[1150, 316, 1371, 333]
directory-entry: — Heckscher, Emil, 1/F a Emil Heckscher & Co., ☎ IV, 489, Rothenbaumchaussee 35, ✉ 17 bbox=[145, 1586, 451, 1622]
directory-entry: — Wilh., Wilhelminenstr. 62, ✉ 4 bbox=[1150, 1144, 1344, 1161]
directory-entry: — Wwe, Auguste, Wirthschaft, Hammerdeich 56, ✉ 26 bbox=[815, 1549, 1114, 1585]
directory-entry: Heerkamp, K., Kaufm., St. G., Langereihe 113, ✉ 5 bbox=[1150, 353, 1445, 370]
directory-entry: — Frl., Ritterstr. 25, ✉ 23 bbox=[1150, 1200, 1299, 1217]
directory-entry: Heckenberg Wwe, J. F. M., Weissnäherin, Reginenstr. 38, ✉ 27 bbox=[145, 684, 451, 720]
directory-entry: — G., Schneider, Schumannstr. 63, ✉ 21 bbox=[815, 206, 1049, 223]
directory-entry: — Otto, Schlachter, Spaldingstr. 65, ✉ 7 bbox=[145, 979, 377, 996]
directory-entry: — Theodor, Colonialw., Niedernstr. 56, ✉ 1 bbox=[1150, 1089, 1401, 1106]
directory-entry: — Emil, 1/F a J. Weinrebe, Billh. Röhrendamm 25, ✉ 27 bbox=[145, 850, 453, 885]
directory-entry: ⊙ Heckscher & Levy, IR, BCto: Nordd. B., ☎ II, 2152, Mercurstr. 29, ✉ 6, Inh: E. Levy bbox=[480, 850, 766, 885]
directory-entry: — Christian, Buchhalter, Eppendorferweg 97, ✉ 19 bbox=[145, 353, 440, 370]
page-header bbox=[80, 92, 1580, 140]
directory-entry: Heesche, Frau Anna, Maxstr. 9, ✉ 23 bbox=[1150, 1163, 1363, 1180]
directory-entry: — J., Marktstr. 23, ✉ 6 bbox=[480, 371, 613, 388]
directory-entry: — Georg, Zeichner, Conventstr. 18, H. 2, ✉ 23 bbox=[1150, 1733, 1418, 1750]
directory-entry: ⊙ Georg Heesch, IR, Director d. Vereinigte Elbschifffahrts-Gesellschaften Aktienges., Jordanstr. 7, ✉ 23 bbox=[1150, 832, 1460, 885]
directory-entry: — Frl. A., Sprachlehrerin, b. Strohhause 2, ✉ 5 bbox=[145, 1347, 415, 1364]
directory-entry: — Carl, Maurermstr., Nagelsweg 37 b, ✉ 15 bbox=[1150, 629, 1405, 646]
directory-entry: ⊙ Siegmund Heckscher, IR, Assecuranz, Bst: Fondsb., Bogenstr. 26, ✉ 13 bbox=[480, 795, 792, 830]
directory-entry: ⊙ Th. Hedges, IR, electrotechn. Bedarfsartikel, BCto. Vereinsb., ☎ II, 581, Eppendorferweg 2a, ✉ 19 bbox=[815, 408, 1122, 444]
directory-entry: — J. H., Controleur d. Strassenbahn, Eppendorferweg 284, ✉ 30 bbox=[815, 1476, 1122, 1511]
directory-entry: — J., Dr. med., Sechslingspforte 3, ✉ 24 bbox=[480, 243, 713, 260]
directory-entry: Heerkloss, Frl. J. u. A., Rappstr. 9, ✉ 13 bbox=[1150, 371, 1379, 388]
directory-entry: — Heckscher, Samson, IR, 1/F a Gumpel & Heckscher, Holstenplatz 4, ✉ 1 bbox=[480, 537, 731, 572]
directory-entry: Heddaeus, Ludw., in obig. Firma, Birkenau 16, ✉ 24 bbox=[480, 1144, 781, 1161]
directory-entry: — Frl Johanna, Gesanglehrerin, v. Essenstrasse 6, ✉ 23 bbox=[815, 1439, 1114, 1474]
